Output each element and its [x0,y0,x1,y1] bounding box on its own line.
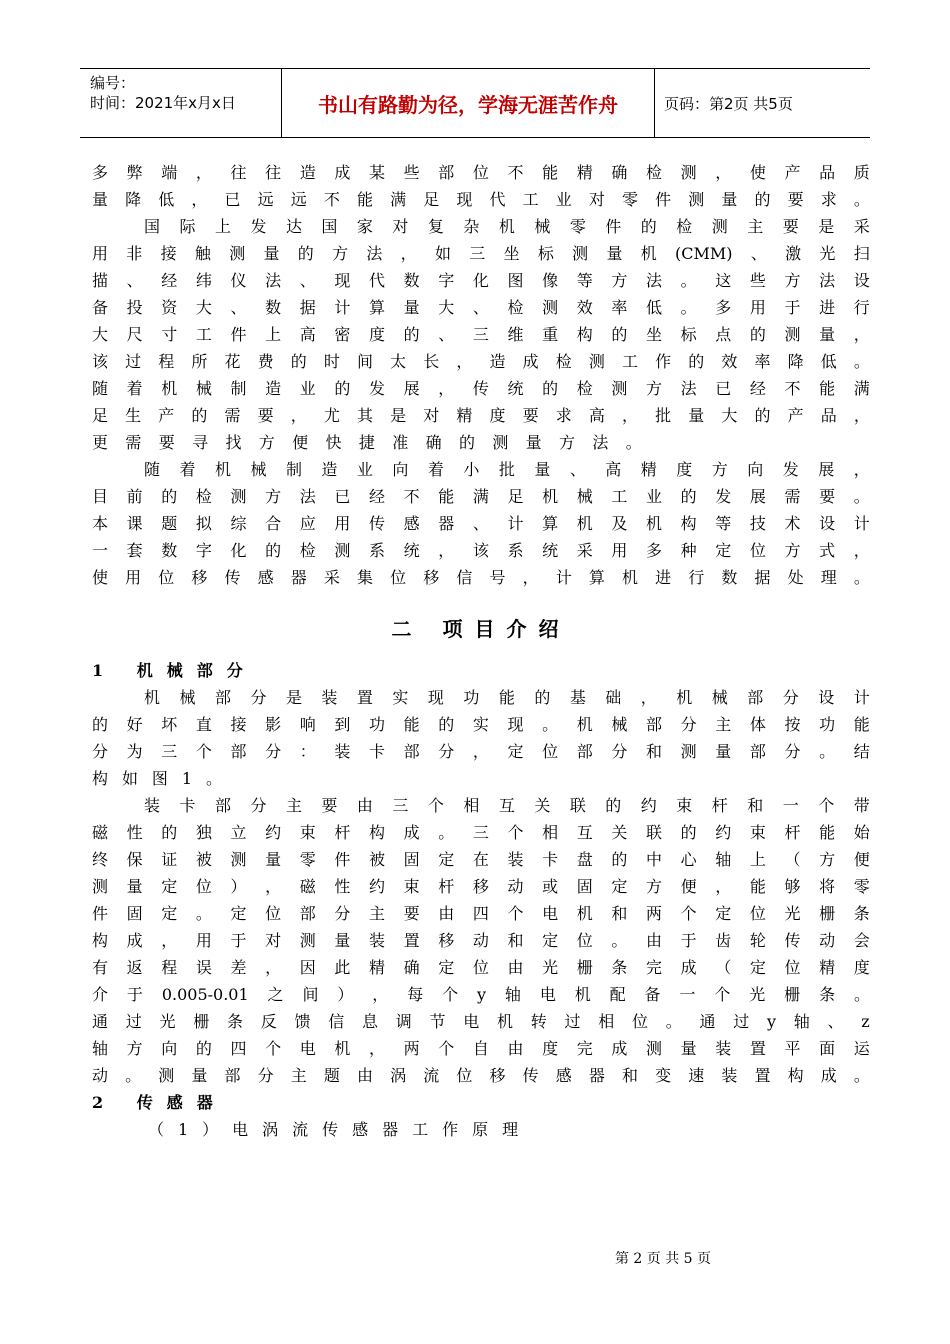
text-line: 动 。 测 量 部 分 主 题 由 涡 流 位 移 传 感 器 和 变 速 装 置 构 成 。 [92,1066,870,1085]
text-line: 使 用 位 移 传 感 器 采 集 位 移 信 号 ， 计 算 机 进 行 数 据 处 理 。 [92,568,870,587]
subsection-title: 1 机械部分 [92,661,257,680]
paragraph [92,213,870,456]
header-meta [90,73,236,113]
text-line: 装 卡 部 分 主 要 由 三 个 相 互 关 联 的 约 束 杆 和 一 个 带 [144,796,870,815]
text-line: 一 套 数 字 化 的 检 测 系 统 ， 该 系 统 采 用 多 种 定 位 方 式 ， [92,541,870,560]
text-line: 该 过 程 所 花 费 的 时 间 太 长 ， 造 成 检 测 工 作 的 效 率 降 低 。 [92,352,870,371]
section-title: 二 项目介绍 [391,617,571,641]
text-line: 随 着 机 械 制 造 业 的 发 展 ， 传 统 的 检 测 方 法 已 经 不 能 满 [92,379,870,398]
text-line: 描 、 经 纬 仪 法 、 现 代 数 字 化 图 像 等 方 法 。 这 些 方 法 设 [92,271,870,290]
text-line: 本 课 题 拟 综 合 应 用 传 感 器 、 计 算 机 及 机 构 等 技 术 设 计 [92,514,870,533]
number-label: 编号： [90,74,136,92]
text-line: 足 生 产 的 需 要 ， 尤 其 是 对 精 度 要 求 高 ， 批 量 大 的 产 品 ， [92,406,870,425]
text-line: 通 过 光 栅 条 反 馈 信 息 调 节 电 机 转 过 相 位 。 通 过 y 轴 、 z [92,1012,870,1031]
page-header [80,68,870,138]
text-line: 机 械 部 分 是 装 置 实 现 功 能 的 基 础 ， 机 械 部 分 设 计 [144,688,870,707]
text-line: 目 前 的 检 测 方 法 已 经 不 能 满 足 机 械 工 业 的 发 展 需 要 。 [92,487,870,506]
time-label: 时间：2021年x月x日 [90,94,236,112]
document-body [92,159,870,1143]
text-line: 多 弊 端 ， 往 往 造 成 某 些 部 位 不 能 精 确 检 测 ， 使 产 品 质 [92,163,870,182]
page-footer: 第 2 页 共 5 页 [614,1251,712,1267]
text-line: 测 量 定 位 ） ， 磁 性 约 束 杆 移 动 或 固 定 方 便 ， 能 够 将 零 [92,877,870,896]
subsection-title: 2 传感器 [92,1093,227,1112]
text-line: 国 际 上 发 达 国 家 对 复 杂 机 械 零 件 的 检 测 主 要 是 采 [144,217,870,236]
header-motto: 书山有路勤为径，学海无涯苦作舟 [318,93,618,117]
text-line: 的 好 坏 直 接 影 响 到 功 能 的 实 现 。 机 械 部 分 主 体 按 功 能 [92,715,870,734]
paragraph [92,684,870,792]
text-line: 有 返 程 误 差 ， 因 此 精 确 定 位 由 光 栅 条 完 成 （ 定 位 精 度 [92,958,870,977]
text-line: 分 为 三 个 部 分 ： 装 卡 部 分 ， 定 位 部 分 和 测 量 部 分 。 结 [92,742,870,761]
text-line: 随 着 机 械 制 造 业 向 着 小 批 量 、 高 精 度 方 向 发 展 ， [144,460,870,479]
text-line: 用 非 接 触 测 量 的 方 法 ， 如 三 坐 标 测 量 机 (CMM) 、 激 光 扫 [92,244,870,263]
paragraph [92,159,870,213]
text-line: 介 于 0.005-0.01 之 间 ） ， 每 个 y 轴 电 机 配 备 一 个 光 栅 条 。 [92,985,870,1004]
text-line: 大 尺 寸 工 件 上 高 密 度 的 、 三 维 重 构 的 坐 标 点 的 测 量 ， [92,325,870,344]
text-line: 备 投 资 大 、 数 据 计 算 量 大 、 检 测 效 率 低 。 多 用 于 进 行 [92,298,870,317]
text-line: 终 保 证 被 测 量 零 件 被 固 定 在 装 卡 盘 的 中 心 轴 上 （ 方 便 [92,850,870,869]
text-line: 更 需 要 寻 找 方 便 快 捷 准 确 的 测 量 方 法 。 [92,433,642,452]
header-divider [654,69,655,137]
paragraph [92,792,870,1089]
text-line: 构 成 ， 用 于 对 测 量 装 置 移 动 和 定 位 。 由 于 齿 轮 传 动 会 [92,931,870,950]
header-page-code: 页码：第2页 共5页 [664,95,793,113]
text-line: 件 固 定 。 定 位 部 分 主 要 由 四 个 电 机 和 两 个 定 位 光 栅 条 [92,904,870,923]
subsection-item: （1）电涡流传感器工作原理 [148,1120,533,1139]
text-line: 构 如 图 1 。 [92,769,222,788]
text-line: 轴 方 向 的 四 个 电 机 ， 两 个 自 由 度 完 成 测 量 装 置 平 面 运 [92,1039,870,1058]
text-line: 磁 性 的 独 立 约 束 杆 构 成 。 三 个 相 互 关 联 的 约 束 杆 能 始 [92,823,870,842]
paragraph [92,456,870,591]
text-line: 量 降 低 ， 已 远 远 不 能 满 足 现 代 工 业 对 零 件 测 量 的 要 求 。 [92,190,870,209]
